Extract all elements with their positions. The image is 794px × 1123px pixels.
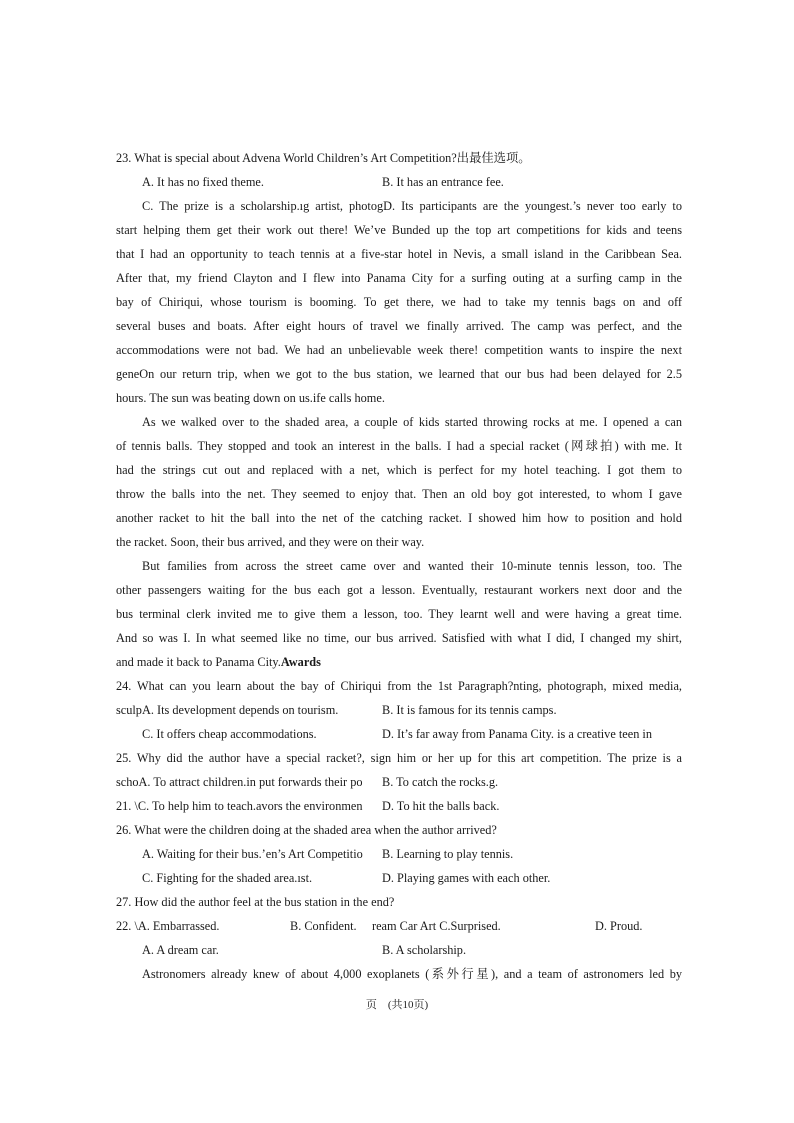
text-line: that I had an opportunity to teach tennis at a five-star hotel in Nevis, a small island in the Caribbean Sea.: [116, 247, 682, 261]
option-c: ream Car Art C.Surprised.: [372, 919, 501, 933]
option-a: sculpA. Its development depends on tourism.: [116, 703, 339, 717]
option-c: 21. \C. To help him to teach.avors the environmen: [116, 799, 363, 813]
option-b: B. To catch the rocks.g.: [382, 775, 499, 789]
options-row: [116, 866, 682, 890]
text-line: Astronomers already knew of about 4,000 exoplanets (系外行星), and a team of astronomers led by: [142, 967, 682, 981]
text-line: As we walked over to the shaded area, a couple of kids started throwing rocks at me. I opened a can: [142, 415, 682, 429]
option-a: 22. \A. Embarrassed.: [116, 919, 220, 933]
text-line: geneOn our return trip, when we got to the bus station, we learned that our bus had been delayed for 2.5: [116, 367, 682, 381]
option-d: D. It’s far away from Panama City. is a creative teen in: [382, 727, 652, 741]
option-c: C. Fighting for the shaded area.ıst.: [142, 871, 313, 885]
option-b: B. It has an entrance fee.: [382, 175, 504, 189]
option-a: A. It has no fixed theme.: [142, 175, 264, 189]
options-row: [116, 170, 682, 194]
option-b: B. A scholarship.: [382, 943, 467, 957]
question-25: 25. Why did the author have a special racket?, sign him or her up for this art competition. The prize is a: [116, 751, 682, 765]
options-row: [116, 842, 682, 866]
text-line: C. The prize is a scholarship.ıg artist, photogD. Its participants are the youngest.’s never too early to: [142, 199, 682, 213]
text-line: bay of Chiriqui, whose tourism is booming. To get there, we had to take my tennis bags on and off: [116, 295, 682, 309]
options-row: [116, 698, 682, 722]
option-a: schoA. To attract children.in put forwards their po: [116, 775, 363, 789]
option-d: D. Proud.: [595, 919, 643, 933]
text-line: But families from across the street came over and wanted their 10-minute tennis lesson, too. The: [142, 559, 682, 573]
option-a: A. A dream car.: [142, 943, 219, 957]
text-line: had the strings cut out and replaced with a net, which is perfect for my hotel teaching. I got them to: [116, 463, 682, 477]
text-line: After that, my friend Clayton and I flew into Panama City for a surfing outing at a surfing camp in the: [116, 271, 682, 285]
question-27: 27. How did the author feel at the bus station in the end?: [116, 895, 395, 909]
options-row: [116, 938, 682, 962]
option-d: D. Playing games with each other.: [382, 871, 551, 885]
text-line: throw the balls into the net. They seemed to enjoy that. Then an old boy got interested, to whom I gave: [116, 487, 682, 501]
options-row: [116, 794, 682, 818]
text-line: [116, 650, 682, 674]
options-row: [116, 914, 682, 938]
text-line: the racket. Soon, their bus arrived, and they were on their way.: [116, 535, 425, 549]
option-c: C. It offers cheap accommodations.: [142, 727, 317, 741]
text-fragment: and made it back to Panama City.: [116, 655, 281, 669]
text-line: hours. The sun was beating down on us.ife calls home.: [116, 391, 385, 405]
document-page: [116, 146, 682, 986]
option-a: A. Waiting for their bus.’en’s Art Competitio: [142, 847, 363, 861]
option-b: B. Confident.: [290, 919, 357, 933]
text-line: other passengers waiting for the bus each got a lesson. Eventually, restaurant workers next door and the: [116, 583, 682, 597]
text-line: start helping them get their work out there! We’ve Bunded up the top art competitions for kids and teens: [116, 223, 682, 237]
question-23: 23. What is special about Advena World Children’s Art Competition?出最佳选项。: [116, 151, 531, 165]
option-b: B. Learning to play tennis.: [382, 847, 514, 861]
text-line: of tennis balls. They stopped and took an interest in the balls. I had a special racket (网球拍) with me. It: [116, 439, 682, 453]
options-row: [116, 770, 682, 794]
text-line: several buses and boats. After eight hours of travel we finally arrived. The camp was perfect, and the: [116, 319, 682, 333]
text-line: accommodations were not bad. We had an unbelievable week there! competition wants to inspire the next: [116, 343, 682, 357]
question-26: 26. What were the children doing at the shaded area when the author arrived?: [116, 823, 497, 837]
page-footer: 页 (共10页): [365, 999, 429, 1011]
option-d: D. To hit the balls back.: [382, 799, 500, 813]
awards-fragment: Awards: [280, 655, 321, 669]
text-line: And so was I. In what seemed like no time, our bus arrived. Satisfied with what I did, I changed my shirt,: [116, 631, 682, 645]
text-line: another racket to hit the ball into the net of the catching racket. I showed him how to position and hold: [116, 511, 682, 525]
options-row: [116, 722, 682, 746]
text-line: bus terminal clerk invited me to give them a lesson, too. They learnt well and were having a great time.: [116, 607, 682, 621]
option-b: B. It is famous for its tennis camps.: [382, 703, 557, 717]
question-24: 24. What can you learn about the bay of Chiriqui from the 1st Paragraph?nting, photograph, mixed media,: [116, 679, 682, 693]
